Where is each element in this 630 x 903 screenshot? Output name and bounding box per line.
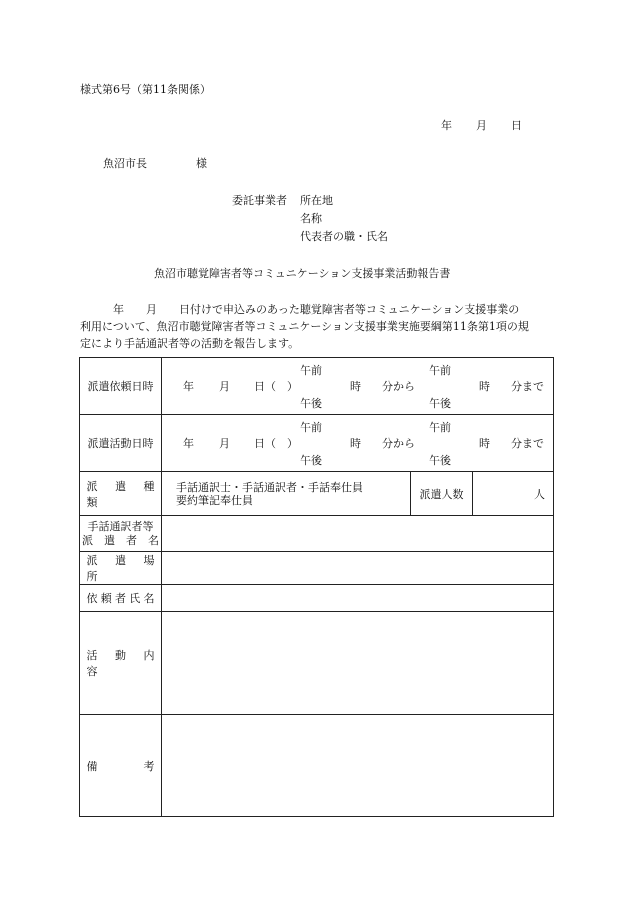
content-label (80, 612, 166, 715)
interpreter-row (80, 516, 554, 552)
form-number: 様式第6号（第11条関係） (80, 83, 211, 96)
requester-field[interactable] (162, 585, 554, 612)
dispatch-type-label (80, 472, 166, 516)
req-hour-end: 時 (479, 380, 490, 393)
act-year: 年 (183, 437, 194, 450)
content-field[interactable] (162, 612, 554, 715)
dispatch-count-label: 派遣人数 (411, 472, 473, 516)
document-title: 魚沼市聴覚障害者等コミュニケーション支援事業活動報告書 (154, 267, 451, 280)
act-from: 分から (382, 437, 415, 450)
request-datetime-row (80, 358, 554, 415)
req-until: 分まで (511, 380, 544, 393)
act-am[interactable]: 午前 (300, 421, 322, 434)
content-label-text: 活 動 内 容 (86, 649, 166, 678)
dispatch-type-line-2[interactable]: 要約筆記奉仕員 (176, 493, 253, 507)
req-pm-end[interactable]: 午後 (429, 397, 451, 410)
addressee-honorific: 様 (196, 157, 207, 170)
place-field[interactable] (162, 552, 554, 585)
interpreter-label (80, 516, 162, 552)
date-year: 年 (441, 119, 452, 132)
date-day: 日 (511, 119, 522, 132)
activity-datetime-field[interactable] (162, 415, 554, 472)
place-label-text: 派 遣 場 所 (86, 554, 166, 583)
remarks-label-right: 考 (143, 760, 155, 773)
remarks-label (80, 715, 162, 817)
act-month: 月 (219, 437, 230, 450)
remarks-row (80, 715, 554, 817)
dispatch-type-label-text: 派 遣 種 類 (86, 479, 166, 509)
request-datetime-label: 派遣依頼日時 (80, 358, 162, 415)
body-line-1: 年 月 日付けで申込みのあった聴覚障害者等コミュニケーション支援事業の (80, 303, 520, 316)
act-hour: 時 (350, 437, 361, 450)
act-hour-end: 時 (479, 437, 490, 450)
addressee-name: 魚沼市長 (103, 157, 147, 170)
content-row (80, 612, 554, 715)
activity-datetime-label: 派遣活動日時 (80, 415, 162, 472)
request-datetime-field[interactable] (162, 358, 554, 415)
place-row (80, 552, 554, 585)
act-until: 分まで (511, 437, 544, 450)
place-label (80, 552, 166, 585)
req-am-end[interactable]: 午前 (429, 364, 451, 377)
dispatch-type-row (80, 472, 554, 516)
req-month: 月 (219, 380, 230, 393)
act-day: 日（ ） (254, 437, 298, 450)
contractor-title: 委託事業者 (232, 194, 287, 207)
requester-label (80, 585, 162, 612)
body-line-3: 定により手話通訳者等の活動を報告します。 (80, 337, 300, 350)
dispatch-count-field[interactable] (473, 472, 554, 516)
contractor-name-label: 名称 (300, 212, 322, 225)
req-from: 分から (382, 380, 415, 393)
dispatch-type-line-1[interactable]: 手話通訳士・手話通訳者・手話奉仕員 (176, 480, 363, 494)
act-pm-end[interactable]: 午後 (429, 454, 451, 467)
act-am-end[interactable]: 午前 (429, 421, 451, 434)
remarks-field[interactable] (162, 715, 554, 817)
contractor-rep-label: 代表者の職・氏名 (300, 230, 388, 243)
body-paragraph (80, 301, 554, 352)
act-pm[interactable]: 午後 (300, 454, 322, 467)
interpreter-name-field[interactable] (162, 516, 554, 552)
req-pm[interactable]: 午後 (300, 397, 322, 410)
contractor-address-label: 所在地 (300, 194, 333, 207)
report-table (79, 357, 554, 817)
dispatch-type-options[interactable] (162, 472, 411, 516)
requester-label-text: 依頼者氏名 (86, 592, 155, 605)
req-year: 年 (183, 380, 194, 393)
activity-datetime-row (80, 415, 554, 472)
req-day: 日（ ） (254, 380, 298, 393)
interpreter-label-line-2: 派 遣 者 名 (82, 533, 159, 547)
req-hour: 時 (350, 380, 361, 393)
requester-row (80, 585, 554, 612)
date-month: 月 (476, 119, 487, 132)
interpreter-label-line-1: 手話通訳者等 (87, 519, 154, 533)
req-am[interactable]: 午前 (300, 364, 322, 377)
dispatch-count-unit: 人 (534, 487, 546, 501)
body-line-2: 利用について、魚沼市聴覚障害者等コミュニケーション支援事業実施要綱第11条第1項の規 (80, 320, 529, 333)
remarks-label-left: 備 (86, 760, 98, 773)
